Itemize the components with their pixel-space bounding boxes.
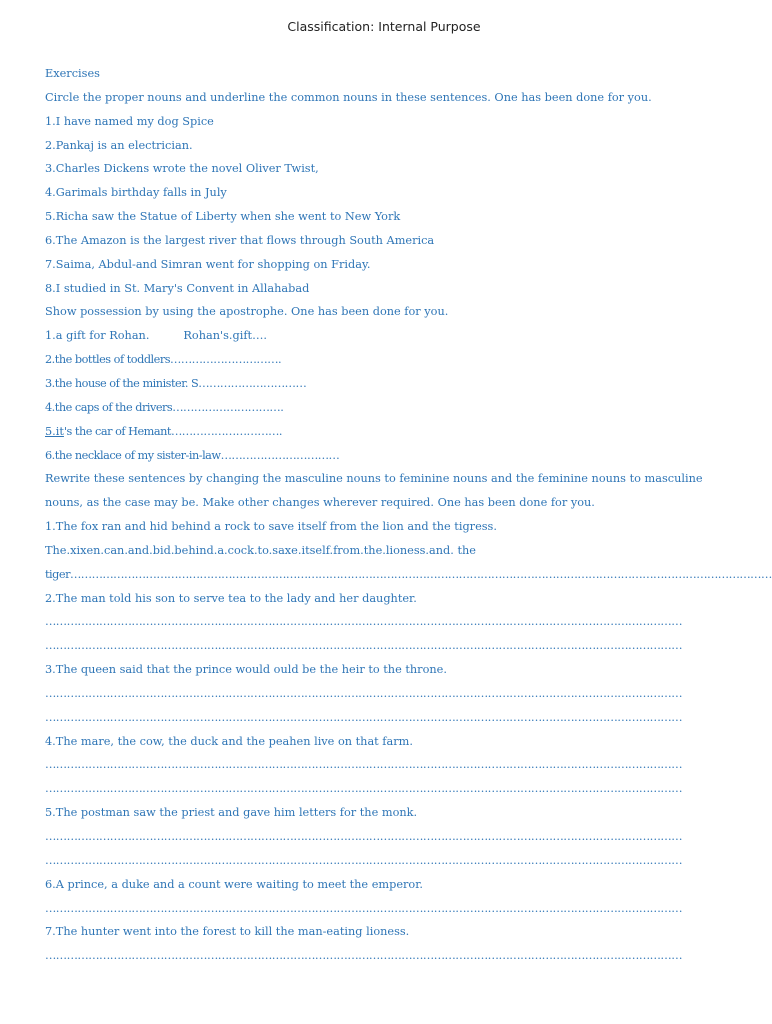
answer-line: …………………………………………………………………………………………………………………………………………………………… (45, 782, 683, 796)
classification-label: Classification: Internal Purpose (287, 19, 481, 34)
answer-line: …………………………………………………………………………………………………………………………………………………………… (45, 686, 683, 700)
instruction-apostrophe: Show possession by using the apostrophe. One has been done for you. (45, 305, 449, 319)
instruction-nouns: Circle the proper nouns and underline the common nouns in these sentences. One has been done for you. (45, 90, 652, 104)
gender-question-7: 7.The hunter went into the forest to kill the man-eating lioness. (45, 925, 410, 939)
answer-line: …………………………………………………………………………………………………………………………………………………………… (45, 615, 683, 629)
gender-question-4: 4.The mare, the cow, the duck and the peahen live on that farm. (45, 734, 413, 748)
gender-question-6: 6.A prince, a duke and a count were waiting to meet the emperor. (45, 877, 423, 891)
apostrophe-item-2: 2.the bottles of toddlers…………………………. (45, 353, 282, 367)
nouns-item-6: 6.The Amazon is the largest river that flows through South America (45, 233, 435, 247)
nouns-item-7: 7.Saima, Abdul-and Simran went for shopping on Friday. (45, 257, 371, 271)
gender-question-1: 1.The fox ran and hid behind a rock to save itself from the lion and the tigress. (45, 520, 497, 534)
answer-line: …………………………………………………………………………………………………………………………………………………………… (45, 710, 683, 724)
instruction-gender-line-1: Rewrite these sentences by changing the masculine nouns to feminine nouns and the feminine nouns to masculine (45, 472, 703, 486)
nouns-item-2: 2.Pankaj is an electrician. (45, 138, 193, 152)
apostrophe-item-6: 6.the necklace of my sister-in-law…………………………… (45, 448, 340, 462)
answer-line: …………………………………………………………………………………………………………………………………………………………… (45, 949, 683, 963)
answer-line: …………………………………………………………………………………………………………………………………………………………… (45, 758, 683, 772)
apostrophe-item-4: 4.the caps of the drivers…………………………. (45, 400, 284, 414)
apostrophe-item-5 (45, 420, 755, 444)
apostrophe-example-question: 1.a gift for Rohan. (45, 329, 150, 343)
instruction-gender-line-2: nouns, as the case may be. Make other changes wherever required. One has been done for you. (45, 496, 595, 510)
gender-question-5: 5.The postman saw the priest and gave him letters for the monk. (45, 806, 418, 820)
nouns-item-4: 4.Garimals birthday falls in July (45, 186, 227, 200)
worksheet-body (45, 62, 772, 968)
exercises-heading: Exercises (45, 67, 100, 80)
answer-line: …………………………………………………………………………………………………………………………………………………………… (45, 830, 683, 843)
apostrophe-item-5-underlined: 5.it (45, 424, 64, 438)
apostrophe-item-5-text: 's the car of Hemant…………………………. (63, 424, 283, 438)
nouns-item-1: 1.I have named my dog Spice (45, 114, 214, 128)
gender-question-2: 2.The man told his son to serve tea to the lady and her daughter. (45, 591, 417, 605)
nouns-item-8: 8.I studied in St. Mary's Convent in Allahabad (45, 281, 310, 295)
gender-answer-1-line-2: tiger…………………………………………………………………………………………………………………………………………………………………………… (45, 567, 772, 581)
nouns-item-3: 3.Charles Dickens wrote the novel Oliver Twist, (45, 162, 319, 176)
gender-answer-1-line-1: The.xixen.can.and.bid.behind.a.cock.to.saxe.itself.from.the.lioness.and. the (45, 543, 476, 557)
nouns-item-5: 5.Richa saw the Statue of Liberty when she went to New York (45, 210, 401, 224)
answer-line: …………………………………………………………………………………………………………………………………………………………… (45, 853, 683, 867)
answer-line: …………………………………………………………………………………………………………………………………………………………… (45, 639, 683, 653)
apostrophe-item-3: 3.the house of the minister. S………………………… (45, 376, 307, 390)
apostrophe-example-answer: Rohan's.gift…. (183, 329, 267, 343)
answer-line: …………………………………………………………………………………………………………………………………………………………… (45, 901, 683, 915)
apostrophe-item-1 (45, 324, 755, 348)
gender-question-3: 3.The queen said that the prince would ould be the heir to the throne. (45, 663, 447, 677)
